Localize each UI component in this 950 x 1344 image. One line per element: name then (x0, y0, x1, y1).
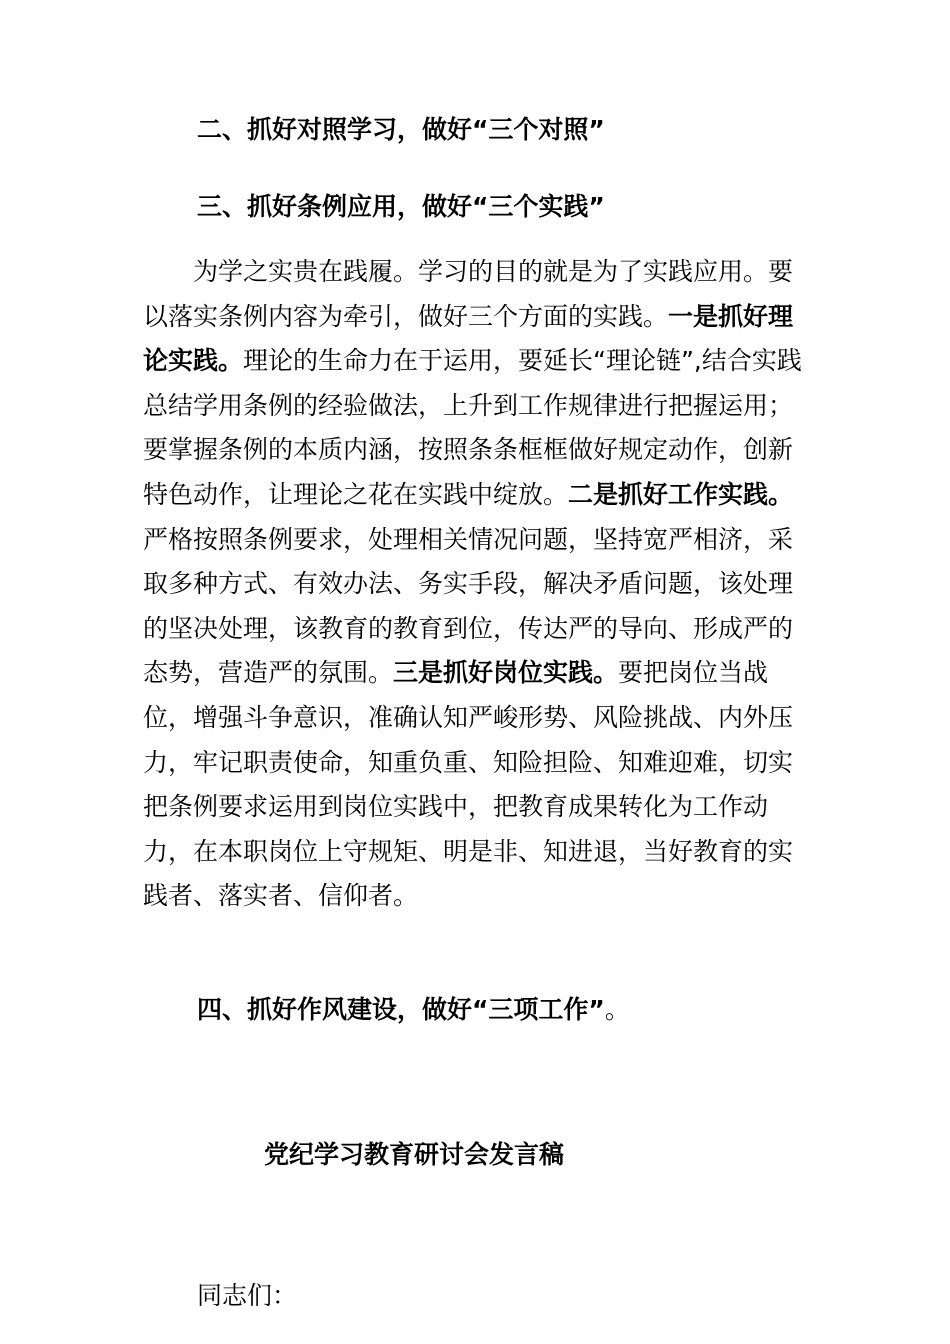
paragraph-intro: 为学之实贵在践履。学习的目的就是为了实践应用。要以落实条例内容为牵引，做好三个方面的实践。 (143, 257, 794, 331)
section-two-heading: 二、抓好对照学习，做好“三个对照” (197, 115, 605, 144)
point-three-title: 三是抓好岗位实践。 (393, 658, 619, 688)
point-three-text: 要把岗位当战位，增强斗争意识，准确认知严峻形势、风险挑战、内外压力，牢记职责使命，知重负重、知险担险、知难迎难，切实把条例要求运用到岗位实践中，把教育成果转化为工作动力，在本职岗位上守规矩、明是非、知进退，当好教育的实践者、落实者、信仰者。 (143, 658, 794, 911)
section-four-heading-tail: 。 (604, 995, 630, 1024)
speech-title: 党纪学习教育研讨会发言稿 (264, 1140, 565, 1169)
section-three-body-paragraph (143, 250, 811, 919)
section-three-heading: 三、抓好条例应用，做好“三个实践” (197, 192, 605, 221)
section-four-heading (197, 992, 630, 1028)
point-one-text: 理论的生命力在于运用，要延长“理论链”,结合实践总结学用条例的经验做法，上升到工作规律进行把握运用；要掌握条例的本质内涵，按照条条框框做好规定动作，创新特色动作，让理论之花在实践中绽放。 (143, 346, 802, 509)
section-four-heading-text: 四、抓好作风建设，做好“三项工作” (197, 995, 605, 1024)
speech-salutation: 同志们： (197, 1281, 298, 1310)
point-two-text: 严格按照条例要求，处理相关情况问题，坚持宽严相济，采取多种方式、有效办法、务实手段，解决矛盾问题，该处理的坚决处理，该教育的教育到位，传达严的导向、形成严的态势，营造严的氛围。 (143, 524, 794, 688)
point-one-title: 一是抓好理论实践。 (143, 301, 794, 376)
point-two-title: 二是抓好工作实践。 (568, 479, 794, 509)
